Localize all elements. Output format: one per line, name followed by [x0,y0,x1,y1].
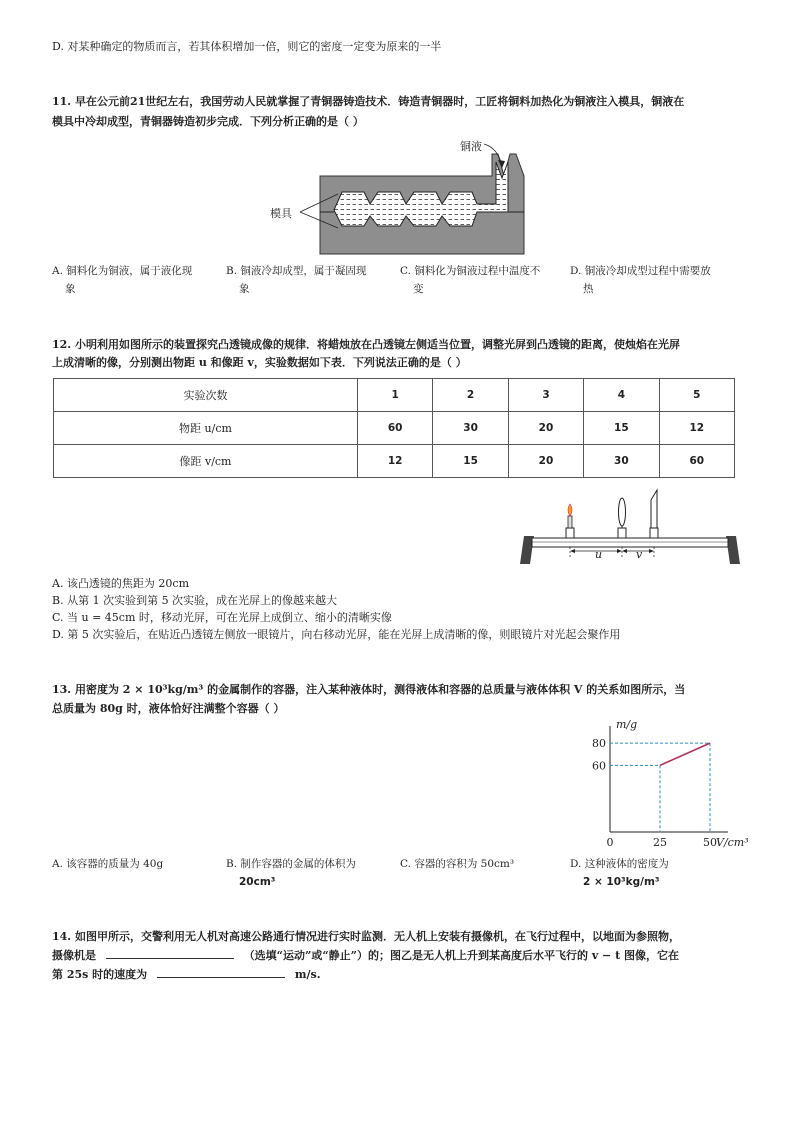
y-tick-label: 80 [592,737,606,751]
label-v: v [636,548,643,561]
answer-blank-motion[interactable] [106,958,234,959]
q12-option-b: B. 从第 1 次实验到第 5 次实验，成在光屏上的像越来越大 [52,594,338,607]
q14-stem-line1: 14. 如图甲所示，交警利用无人机对高速公路通行情况进行实时监测．无人机上安装有摄像机，在飞行过程中，以地面为参照物， [52,930,680,943]
q13-option-a: A. 该容器的质量为 40g [52,858,164,870]
label-mold: 模具 [270,207,292,220]
q14-stem-line3: 第 25s 时的速度为 m/s. [52,968,321,981]
experiment-table [53,378,735,478]
y-axis-label: m/g [616,718,638,731]
q11-stem-line1: 11. 早在公元前21世纪左右，我国劳动人民就掌握了青铜器铸造技术．铸造青铜器时，工匠将铜料加热化为铜液注入模具，铜液在 [52,95,685,108]
label-u: u [595,548,603,561]
q13-option-c: C. 容器的容积为 50cm³ [400,858,515,870]
y-tick-label: 60 [592,759,606,773]
q10-option-d: D. 对某种确定的物质而言，若其体积增加一倍，则它的密度一定变为原来的一半 [52,40,442,53]
x-tick-label: 50 [703,836,717,849]
q13-option-d: D. 这种液体的密度为 2 × 10³kg/m³ [570,858,669,888]
q11-option-d: D. 铜液冷却成型过程中需要放 热 [570,265,711,295]
table-row: 物距 u/cm 60 30 20 15 12 [54,412,735,445]
q13-stem-line1: 13. 用密度为 2 × 10³kg/m³ 的金属制作的容器，注入某种液体时，测得液体和容器的总质量与液体体积 V 的关系如图所示，当 [52,683,686,696]
q12-option-d: D. 第 5 次实验后，在贴近凸透镜左侧放一眼镜片，向右移动光屏，能在光屏上成清晰的像，则眼镜片对光起会聚作用 [52,628,621,641]
x-tick-label: 0 [606,836,614,849]
x-tick-label: 25 [653,836,667,849]
q11-stem-line2: 模具中冷却成型，青铜器铸造初步完成．下列分析正确的是（ ） [52,115,364,128]
q12-stem-line2: 上成清晰的像，分别测出物距 u 和像距 v，实验数据如下表．下列说法正确的是（ ） [52,356,467,369]
table-row: 实验次数 1 2 3 4 5 [54,379,735,412]
q12-option-a: A. 该凸透镜的焦距为 20cm [52,577,190,590]
q13-stem-line2: 总质量为 80g 时，液体恰好注满整个容器（ ） [52,702,285,715]
q11-option-a: A. 铜料化为铜液，属于液化现 象 [52,265,193,295]
q11-option-b: B. 铜液冷却成型，属于凝固现 象 [226,265,367,295]
table-row: 像距 v/cm 12 15 20 30 60 [54,445,735,478]
series-line [660,743,710,765]
label-copper-liquid: 铜液 [460,140,482,153]
q11-option-c: C. 铜料化为铜液过程中温度不 变 [400,265,541,295]
q12-stem-line1: 12. 小明利用如图所示的装置探究凸透镜成像的规律．将蜡烛放在凸透镜左侧适当位置，调整光屏到凸透镜的距离，使烛焰在光屏 [52,338,680,351]
q13-option-b: B. 制作容器的金属的体积为 20cm³ [226,858,356,888]
mass-volume-chart [580,718,749,850]
answer-blank-speed[interactable] [157,977,285,978]
x-axis-label: V/cm³ [716,836,749,849]
mold-figure [262,132,542,256]
q12-option-c: C. 当 u = 45cm 时，移动光屏，可在光屏上成倒立、缩小的清晰实像 [52,611,392,624]
q14-stem-line2: 摄像机是 （选填“运动”或“静止”）的；图乙是无人机上升到某高度后水平飞行的 v − t 图像，它在 [52,949,680,962]
optical-bench-figure [518,488,744,568]
